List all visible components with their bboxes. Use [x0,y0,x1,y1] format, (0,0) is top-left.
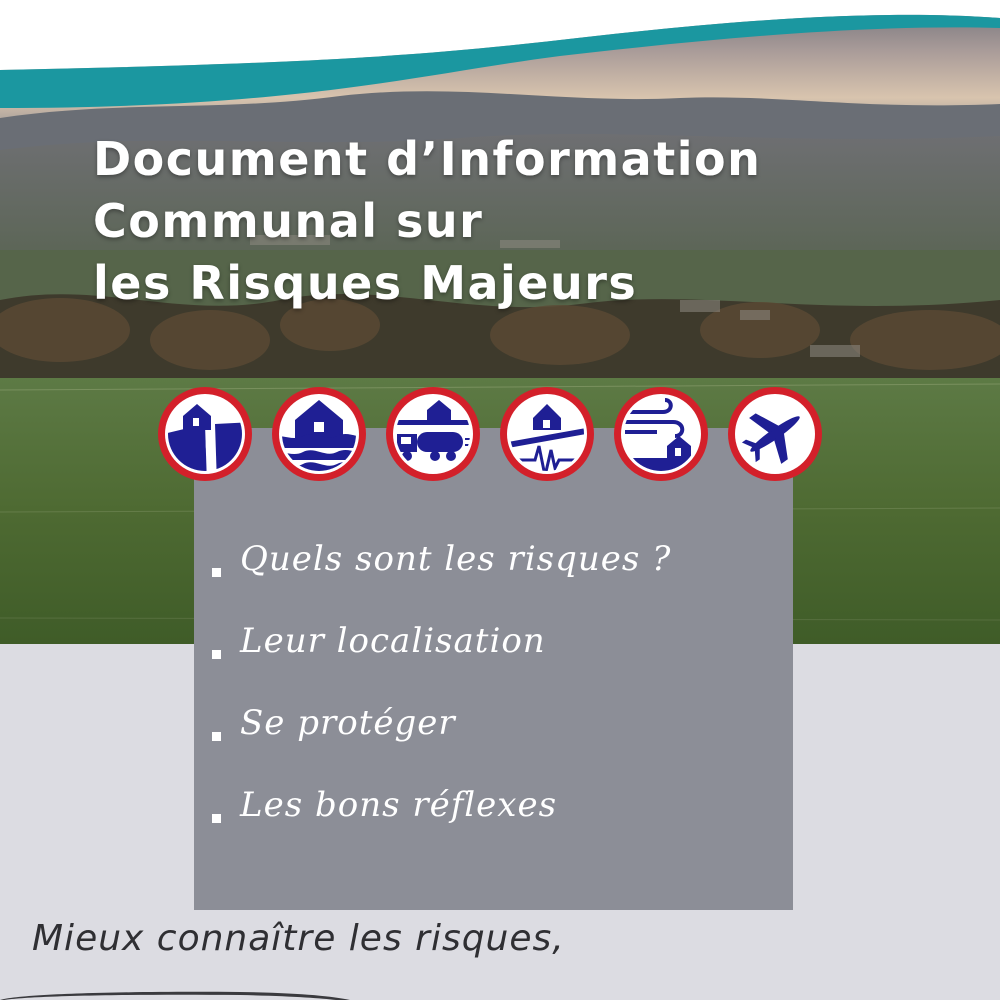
airplane-icon [725,384,825,484]
list-item: Se protéger [212,692,671,774]
list-item: Leur localisation [212,610,671,692]
list-item: Quels sont les risques ? [212,528,671,610]
earthquake-icon [497,384,597,484]
flood-icon [269,384,369,484]
ground-movement-icon [155,384,255,484]
storm-icon [611,384,711,484]
title-line-2: Communal sur [93,194,484,248]
slogan: Mieux connaître les risques, [32,918,565,959]
info-list [212,528,671,856]
list-item: Les bons réflexes [212,774,671,856]
title-line-1: Document d’Information [93,132,762,186]
risk-icons-row [155,384,835,484]
title-line-3: les Risques Majeurs [93,256,638,310]
page-title [93,128,761,314]
hazmat-transport-icon [383,384,483,484]
